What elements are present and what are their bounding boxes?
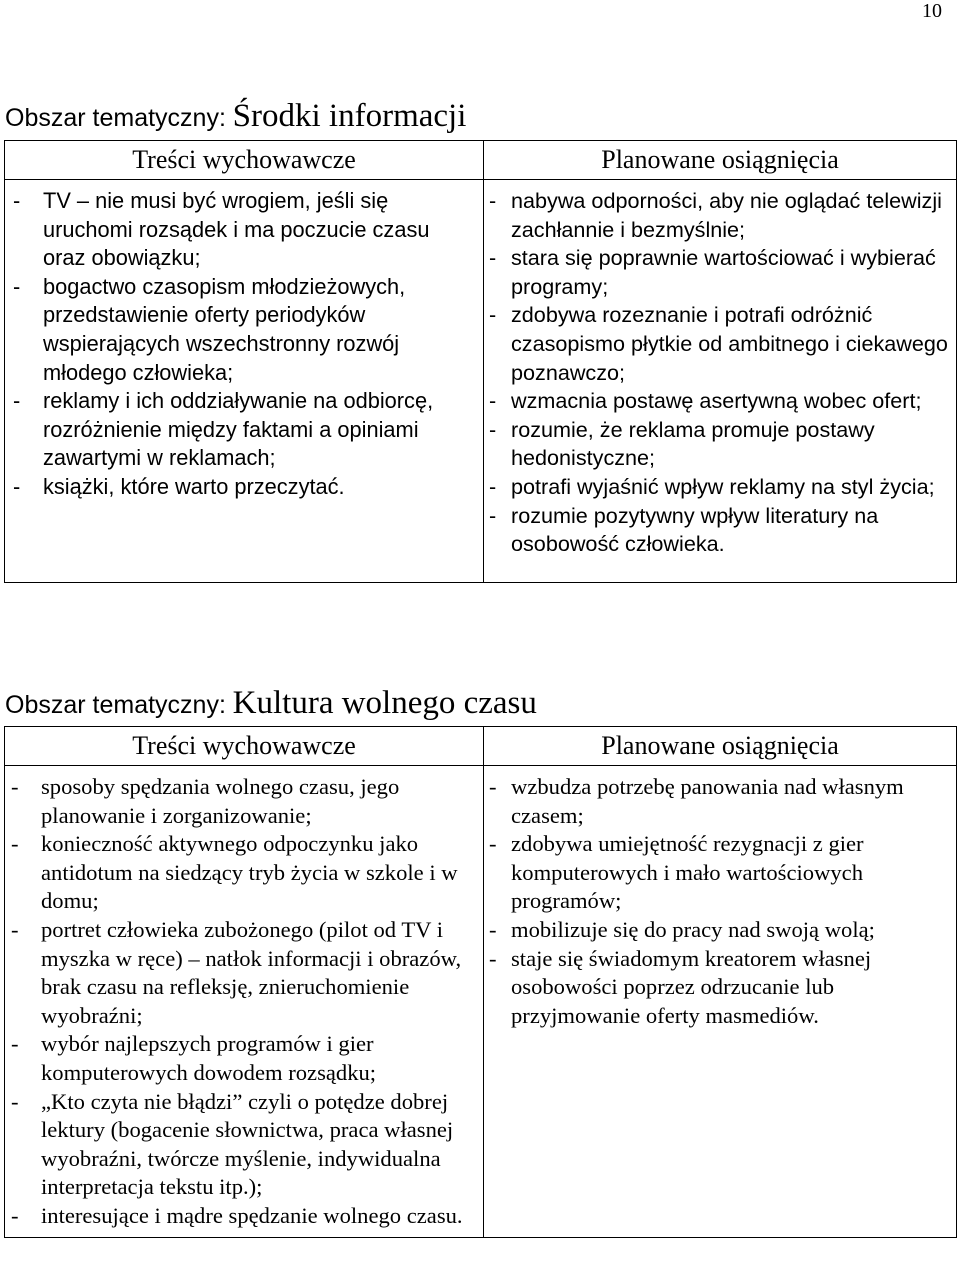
section-media	[5, 100, 955, 583]
column-header-right: Planowane osiągnięcia	[484, 727, 957, 766]
section-heading	[5, 100, 955, 134]
table-row	[5, 180, 957, 583]
list-item: - rozumie, że reklama promuje postawy hedonistyczne;	[489, 416, 875, 471]
right-cell	[484, 766, 957, 1238]
section-leisure	[5, 687, 955, 1238]
left-cell	[5, 766, 484, 1238]
section-topic: Kultura wolnego czasu	[232, 685, 537, 721]
list-item: - staje się świadomym kreatorem własnej osobowości poprzez odrzucanie lub przyjmowanie oferty masmediów.	[489, 945, 872, 1028]
section-topic: Środki informacji	[232, 98, 467, 134]
list-item: - portret człowieka zubożonego (pilot od TV i myszka w ręce) – natłok informacji i obrazów, brak czasu na refleksję, znieruchomienie wyobraźni;	[11, 916, 462, 1028]
right-list	[484, 187, 956, 559]
left-list	[5, 773, 483, 1231]
section-heading	[5, 687, 955, 721]
list-item: - sposoby spędzania wolnego czasu, jego planowanie i zorganizowanie;	[11, 774, 400, 828]
section-prefix: Obszar tematyczny:	[5, 104, 226, 132]
list-item: - książki, które warto przeczytać.	[13, 473, 345, 499]
list-item: - bogactwo czasopism młodzieżowych, przedstawienie oferty periodyków wspierających wszechstronny rozwój młodego człowieka;	[13, 273, 406, 385]
list-item: - reklamy i ich oddziaływanie na odbiorcę, rozróżnienie między faktami a opiniami zawartymi w reklamach;	[13, 388, 434, 471]
list-item: - zdobywa rozeznanie i potrafi odróżnić czasopismo płytkie od ambitnego i ciekawego poznawczo;	[489, 302, 948, 385]
table-header-row	[5, 727, 957, 766]
list-item: - nabywa odporności, aby nie oglądać telewizji zachłannie i bezmyślnie;	[489, 188, 942, 242]
list-item: - rozumie pozytywny wpływ literatury na osobowość człowieka.	[489, 502, 879, 557]
list-item: - TV – nie musi być wrogiem, jeśli się uruchomi rozsądek i ma poczucie czasu oraz obowiązku;	[13, 188, 430, 271]
list-item: - interesujące i mądre spędzanie wolnego czasu.	[11, 1202, 463, 1228]
left-list	[5, 187, 483, 502]
list-item: - mobilizuje się do pracy nad swoją wolą;	[489, 916, 875, 942]
page-number: 10	[922, 0, 942, 22]
right-cell	[484, 180, 957, 583]
list-item: - potrafi wyjaśnić wpływ reklamy na styl życia;	[489, 473, 935, 499]
column-header-right: Planowane osiągnięcia	[484, 141, 957, 180]
list-item: - „Kto czyta nie błądzi” czyli o potędze dobrej lektury (bogacenie słownictwa, praca własnej wyobraźni, twórcze myślenie, indywidualna interpretacja tekstu itp.);	[11, 1088, 454, 1200]
table-row	[5, 766, 957, 1238]
list-item: - wzmacnia postawę asertywną wobec ofert;	[489, 388, 922, 414]
list-item: - wzbudza potrzebę panowania nad własnym czasem;	[489, 774, 904, 828]
list-item: - konieczność aktywnego odpoczynku jako antidotum na siedzący tryb życia w szkole i w domu;	[11, 831, 458, 914]
content-table	[4, 726, 957, 1238]
list-item: - stara się poprawnie wartościować i wybierać programy;	[489, 245, 936, 299]
column-header-left: Treści wychowawcze	[5, 727, 484, 766]
column-header-left: Treści wychowawcze	[5, 141, 484, 180]
list-item: - wybór najlepszych programów i gier komputerowych dowodem rozsądku;	[11, 1031, 377, 1085]
right-list	[484, 773, 956, 1030]
list-item: - zdobywa umiejętność rezygnacji z gier komputerowych i mało wartościowych programów;	[489, 831, 864, 914]
left-cell	[5, 180, 484, 583]
section-prefix: Obszar tematyczny:	[5, 691, 226, 719]
content-table	[4, 140, 957, 583]
table-header-row	[5, 141, 957, 180]
